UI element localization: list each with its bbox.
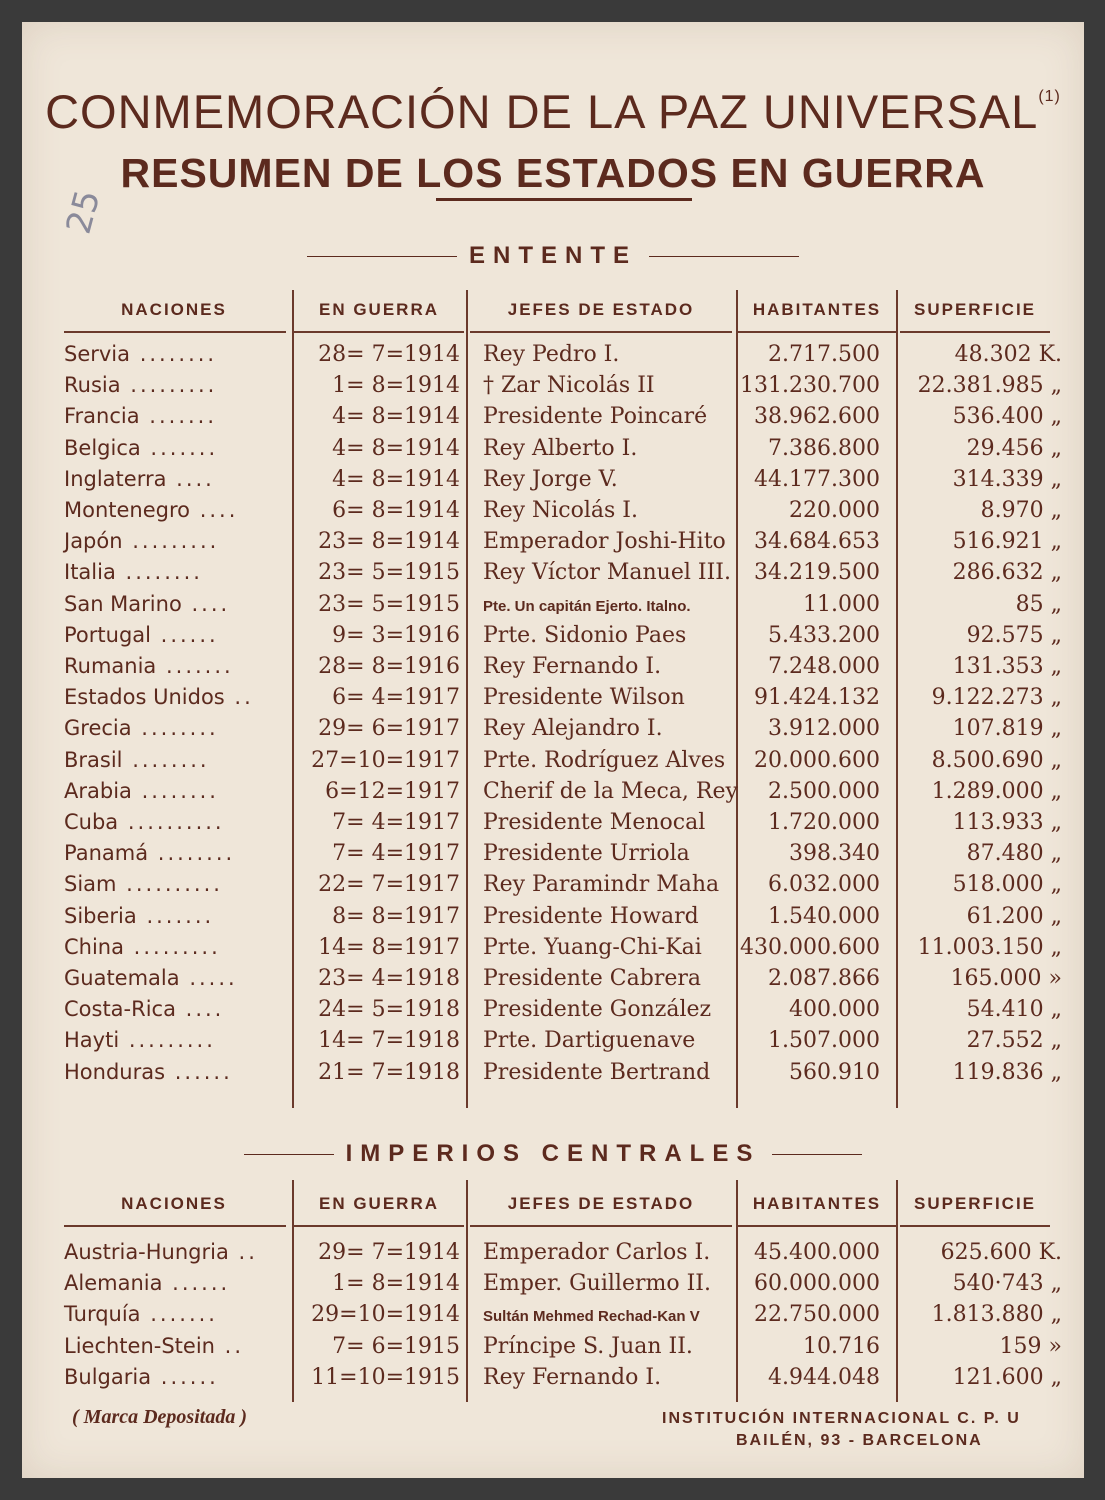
population: 10.716 — [803, 1333, 880, 1359]
area: 29.456 „ — [966, 435, 1062, 461]
table-row — [22, 1271, 1084, 1302]
population: 20.000.600 — [754, 747, 880, 773]
nation-name — [64, 872, 223, 896]
war-date: 9= 3=1916 — [332, 622, 460, 648]
header-underline — [470, 1225, 732, 1227]
population: 2.717.500 — [768, 342, 880, 367]
head-of-state: Rey Pedro I. — [483, 342, 620, 367]
nation-name — [64, 436, 218, 460]
nation-name — [64, 1365, 219, 1389]
column-header-en-guerra: EN GUERRA — [318, 300, 439, 319]
table-row — [22, 1302, 1084, 1333]
nation-name — [64, 716, 219, 740]
head-of-state: † Zar Nicolás II — [483, 373, 655, 399]
column-header-naciones: NACIONES — [121, 300, 227, 319]
column-header-superficie: SUPERFICIE — [913, 300, 1037, 319]
page-title — [22, 84, 1084, 139]
nation-name — [64, 1028, 216, 1052]
area: 1.813.880 „ — [931, 1302, 1062, 1328]
leader-dots: ........ — [122, 747, 210, 772]
nation-name — [64, 841, 235, 865]
column-header-jefes: JEFES DE ESTADO — [507, 1194, 695, 1213]
nation-text: Brasil — [64, 747, 123, 772]
head-of-state: Rey Paramindr Maha — [483, 872, 720, 898]
leader-dots: ..... — [179, 966, 238, 990]
war-date: 23= 4=1918 — [318, 966, 460, 991]
nation-text: Honduras — [64, 1059, 166, 1084]
table-row — [22, 1334, 1084, 1365]
postcard — [22, 22, 1084, 1478]
leader-dots: ...... — [162, 1271, 231, 1296]
nation-text: Belgica — [64, 435, 141, 460]
head-of-state: Emperador Joshi-Hito — [483, 529, 726, 555]
table-row — [22, 872, 1084, 903]
head-of-state: Rey Víctor Manuel III. — [483, 560, 731, 586]
war-date: 6= 8=1914 — [332, 498, 460, 523]
war-date: 1= 8=1914 — [332, 1271, 460, 1297]
table-row — [22, 592, 1084, 623]
nation-text: Italia — [64, 560, 116, 585]
nation-text: Liechten-Stein — [64, 1333, 215, 1358]
table-row — [22, 716, 1084, 747]
title-footnote-mark: (1) — [1038, 88, 1061, 105]
war-date: 21= 7=1918 — [318, 1059, 460, 1085]
table-row — [22, 841, 1084, 872]
leader-dots: ...... — [151, 1364, 219, 1389]
leader-dots: ....... — [140, 435, 219, 460]
nation-name — [64, 467, 215, 491]
table-row — [22, 436, 1084, 467]
leader-dots: ........ — [131, 716, 219, 741]
war-date: 23= 5=1915 — [318, 560, 460, 586]
nation-text: Bulgaria — [64, 1364, 152, 1389]
head-of-state: Prte. Yuang-Chi-Kai — [483, 934, 702, 960]
war-date: 23= 5=1915 — [318, 591, 460, 617]
leader-dots: ......... — [119, 1028, 216, 1053]
table-row — [22, 966, 1084, 997]
header-underline — [64, 331, 286, 333]
area: 61.200 „ — [966, 903, 1062, 929]
leader-dots: .. — [214, 1333, 245, 1358]
population: 5.433.200 — [768, 622, 880, 648]
area: 9.122.273 „ — [931, 685, 1062, 711]
population: 3.912.000 — [768, 716, 880, 742]
nation-text: Costa-Rica — [64, 997, 176, 1022]
war-date: 29=10=1914 — [311, 1302, 460, 1328]
area: 8.500.690 „ — [931, 747, 1062, 773]
head-of-state: Rey Fernando I. — [483, 1364, 662, 1390]
war-date: 14= 7=1918 — [318, 1028, 460, 1054]
population: 34.684.653 — [754, 529, 880, 555]
area: 11.003.150 „ — [917, 934, 1062, 960]
population: 220.000 — [789, 498, 880, 523]
head-of-state: Prte. Dartiguenave — [483, 1028, 696, 1054]
nation-name — [64, 498, 238, 522]
area: 85 „ — [1015, 591, 1062, 617]
head-of-state: Rey Fernando I. — [483, 654, 662, 679]
nation-text: Inglaterra — [64, 466, 167, 491]
header-underline — [738, 1225, 896, 1227]
header-underline — [738, 331, 896, 333]
area: 92.575 „ — [966, 622, 1062, 648]
head-of-state: Sultán Mehmed Rechad-Kan V — [483, 1308, 700, 1326]
nation-name — [64, 623, 219, 647]
war-date: 8= 8=1917 — [332, 903, 460, 929]
head-of-state: Presidente Menocal — [483, 810, 706, 835]
war-date: 6=12=1917 — [325, 778, 460, 804]
leader-dots: ......... — [120, 373, 218, 398]
header-underline — [294, 331, 464, 333]
area: 314.339 „ — [952, 466, 1062, 492]
war-date: 23= 8=1914 — [318, 529, 460, 555]
head-of-state: Presidente Poincaré — [483, 404, 708, 430]
population: 44.177.300 — [754, 466, 880, 492]
nation-name — [64, 904, 214, 928]
nation-text: Siberia — [64, 903, 137, 928]
nation-text: Rusia — [64, 373, 121, 398]
population: 38.962.600 — [754, 404, 880, 430]
leader-dots: ........ — [130, 342, 218, 366]
war-date: 28= 8=1916 — [318, 654, 460, 679]
leader-dots: .... — [175, 997, 225, 1022]
nation-name — [64, 997, 224, 1021]
area: 159 » — [999, 1333, 1062, 1359]
table-row — [22, 373, 1084, 404]
nation-text: Japón — [64, 529, 123, 554]
nation-text: Montenegro — [64, 498, 191, 522]
area: 1.289.000 „ — [931, 778, 1062, 804]
head-of-state: Rey Nicolás I. — [483, 498, 638, 523]
area: 119.836 „ — [952, 1059, 1062, 1085]
table-row — [22, 1060, 1084, 1091]
trademark-note: ( Marca Depositada ) — [72, 1406, 247, 1428]
population: 91.424.132 — [754, 685, 880, 711]
heading-rule-left — [307, 256, 457, 257]
leader-dots: .......... — [118, 810, 225, 834]
column-header-en-guerra: EN GUERRA — [318, 1194, 439, 1213]
area: 113.933 „ — [952, 810, 1062, 835]
war-date: 28= 7=1914 — [318, 342, 460, 367]
nation-text: Servia — [64, 342, 131, 366]
table-row — [22, 904, 1084, 935]
page-subtitle: RESUMEN DE LOS ESTADOS EN GUERRA — [120, 150, 986, 196]
centrales-heading-text: IMPERIOS CENTRALES — [345, 1140, 761, 1167]
war-date: 27=10=1917 — [311, 747, 460, 773]
nation-name — [64, 404, 217, 428]
table-row — [22, 810, 1084, 841]
area: 87.480 „ — [966, 841, 1062, 867]
war-date: 29= 7=1914 — [318, 1240, 460, 1265]
war-date: 7= 6=1915 — [332, 1333, 460, 1359]
nation-name — [64, 779, 219, 803]
war-date: 29= 6=1917 — [318, 716, 460, 742]
nation-text: Grecia — [64, 716, 132, 741]
nation-name — [64, 1302, 218, 1326]
nation-name — [64, 748, 210, 772]
column-header-naciones: NACIONES — [121, 1194, 227, 1213]
centrales-heading — [22, 1140, 1084, 1168]
head-of-state: Prte. Rodríguez Alves — [483, 747, 726, 773]
population: 6.032.000 — [768, 872, 880, 898]
head-of-state: Rey Alejandro I. — [483, 716, 663, 742]
area: 625.600 K. — [940, 1240, 1062, 1265]
table-row — [22, 1240, 1084, 1271]
leader-dots: ......... — [122, 529, 220, 554]
area: 516.921 „ — [952, 529, 1062, 555]
head-of-state: Presidente Urriola — [483, 841, 690, 867]
table-row — [22, 560, 1084, 591]
entente-heading-text: ENTENTE — [468, 242, 637, 269]
area: 540·743 „ — [952, 1271, 1062, 1297]
publisher-block — [662, 1408, 1082, 1452]
nation-name — [64, 373, 217, 397]
column-header-superficie: SUPERFICIE — [913, 1194, 1037, 1213]
leader-dots: ........ — [115, 560, 203, 585]
leader-dots: ....... — [136, 903, 215, 928]
population: 2.087.866 — [768, 966, 880, 991]
head-of-state: Emperador Carlos I. — [483, 1240, 711, 1265]
population: 11.000 — [803, 591, 880, 617]
war-date: 7= 4=1917 — [332, 841, 460, 867]
header-underline — [294, 1225, 464, 1227]
entente-heading — [22, 242, 1084, 270]
war-date: 4= 8=1914 — [332, 404, 460, 430]
head-of-state: Presidente Wilson — [483, 685, 685, 711]
table-row — [22, 623, 1084, 654]
area: 536.400 „ — [952, 404, 1062, 430]
title-divider — [436, 198, 692, 201]
nation-text: Siam — [64, 872, 117, 897]
header-underline — [64, 1225, 286, 1227]
population: 131.230.700 — [740, 373, 880, 399]
nation-text: Cuba — [64, 810, 119, 834]
nation-text: Turquía — [64, 1302, 141, 1327]
population: 560.910 — [789, 1059, 880, 1085]
nation-name — [64, 560, 203, 584]
nation-text: Guatemala — [64, 966, 180, 990]
nation-text: Alemania — [64, 1271, 163, 1296]
head-of-state: Presidente Cabrera — [483, 966, 701, 991]
leader-dots: ........ — [148, 841, 236, 866]
head-of-state: Presidente González — [483, 997, 712, 1023]
leader-dots: .. — [224, 685, 254, 710]
column-header-habitantes: HABITANTES — [752, 1194, 882, 1213]
population: 7.386.800 — [768, 435, 880, 461]
war-date: 4= 8=1914 — [332, 466, 460, 492]
nation-name — [64, 685, 254, 709]
nation-text: China — [64, 934, 124, 959]
war-date: 1= 8=1914 — [332, 373, 460, 399]
leader-dots: .......... — [116, 872, 223, 897]
population: 7.248.000 — [768, 654, 880, 679]
nation-text: Arabia — [64, 778, 132, 803]
leader-dots: ....... — [139, 404, 218, 429]
leader-dots: ...... — [165, 1059, 233, 1084]
header-underline — [900, 331, 1050, 333]
nation-name — [64, 1334, 244, 1358]
table-row — [22, 748, 1084, 779]
head-of-state: Príncipe S. Juan II. — [483, 1333, 693, 1359]
nation-name — [64, 529, 219, 553]
table-row — [22, 342, 1084, 373]
column-header-jefes: JEFES DE ESTADO — [507, 300, 695, 319]
table-row — [22, 935, 1084, 966]
table-row — [22, 1365, 1084, 1396]
nation-name — [64, 1240, 258, 1264]
header-underline — [900, 1225, 1050, 1227]
population: 398.340 — [789, 841, 880, 867]
header-underline — [470, 331, 732, 333]
table-row — [22, 997, 1084, 1028]
head-of-state: Presidente Howard — [483, 903, 699, 929]
publisher-address: BAILÉN, 93 - BARCELONA — [736, 1432, 983, 1449]
nation-text: San Marino — [64, 591, 182, 616]
head-of-state: Emper. Guillermo II. — [483, 1271, 711, 1297]
population: 400.000 — [789, 997, 880, 1023]
head-of-state: Prte. Sidonio Paes — [483, 622, 687, 648]
war-date: 14= 8=1917 — [318, 934, 460, 960]
table-row — [22, 404, 1084, 435]
nation-text: Rumania — [64, 654, 157, 678]
population: 60.000.000 — [754, 1271, 880, 1297]
population: 1.540.000 — [768, 903, 880, 929]
head-of-state: Rey Alberto I. — [483, 435, 638, 461]
column-header-habitantes: HABITANTES — [752, 300, 882, 319]
nation-name — [64, 654, 234, 678]
nation-name — [64, 342, 217, 366]
war-date: 11=10=1915 — [311, 1364, 460, 1390]
population: 1.507.000 — [768, 1028, 880, 1054]
nation-name — [64, 810, 225, 834]
publisher-name: INSTITUCIÓN INTERNACIONAL C. P. U — [662, 1410, 1021, 1427]
area: 131.353 „ — [952, 654, 1062, 679]
table-row — [22, 654, 1084, 685]
nation-name — [64, 592, 230, 616]
table-row — [22, 1028, 1084, 1059]
leader-dots: ....... — [156, 654, 234, 678]
head-of-state: Presidente Bertrand — [483, 1059, 711, 1085]
area: 54.410 „ — [966, 997, 1062, 1023]
war-date: 6= 4=1917 — [332, 685, 460, 711]
nation-text: Austria-Hungria — [64, 1240, 229, 1264]
head-of-state: Cherif de la Meca, Rey — [483, 778, 738, 804]
population: 34.219.500 — [754, 560, 880, 586]
heading-rule-left — [244, 1154, 334, 1155]
heading-rule-right — [772, 1154, 862, 1155]
nation-name — [64, 1271, 230, 1295]
leader-dots: ........ — [131, 778, 219, 803]
table-row — [22, 529, 1084, 560]
nation-text: Estados Unidos — [64, 685, 225, 710]
nation-text: Portugal — [64, 622, 151, 647]
heading-rule-right — [649, 256, 799, 257]
nation-name — [64, 1060, 233, 1084]
head-of-state: Rey Jorge V. — [483, 466, 618, 492]
leader-dots: .... — [181, 591, 231, 616]
title-text: CONMEMORACIÓN DE LA PAZ UNIVERSAL — [45, 85, 1039, 138]
nation-text: Hayti — [64, 1028, 120, 1053]
war-date: 24= 5=1918 — [318, 997, 460, 1023]
area: 8.970 „ — [980, 498, 1062, 523]
area: 48.302 K. — [954, 342, 1062, 367]
leader-dots: ....... — [140, 1302, 218, 1327]
area: 165.000 » — [950, 966, 1062, 991]
leader-dots: .... — [190, 498, 239, 522]
leader-dots: ......... — [124, 934, 221, 959]
nation-text: Panamá — [64, 841, 149, 866]
nation-name — [64, 935, 221, 959]
war-date: 4= 8=1914 — [332, 435, 460, 461]
area: 286.632 „ — [952, 560, 1062, 586]
area: 518.000 „ — [952, 872, 1062, 898]
nation-name — [64, 966, 238, 990]
nation-text: Francia — [64, 404, 140, 429]
table-row — [22, 498, 1084, 529]
area: 121.600 „ — [952, 1364, 1062, 1390]
war-date: 7= 4=1917 — [332, 810, 460, 835]
leader-dots: .... — [166, 466, 215, 491]
area: 107.819 „ — [952, 716, 1062, 742]
head-of-state: Pte. Un capitán Ejerto. Italno. — [483, 597, 691, 615]
population: 2.500.000 — [768, 778, 880, 804]
population: 4.944.048 — [768, 1364, 880, 1390]
leader-dots: ...... — [150, 622, 219, 647]
population: 1.720.000 — [768, 810, 880, 835]
area: 27.552 „ — [966, 1028, 1062, 1054]
population: 22.750.000 — [754, 1302, 880, 1328]
war-date: 22= 7=1917 — [318, 872, 460, 898]
leader-dots: .. — [228, 1240, 258, 1264]
pencil-annotation: 25 — [58, 185, 109, 239]
table-row — [22, 779, 1084, 810]
table-row — [22, 467, 1084, 498]
table-row — [22, 685, 1084, 716]
population: 430.000.600 — [740, 934, 880, 960]
population: 45.400.000 — [754, 1240, 880, 1265]
area: 22.381.985 „ — [917, 373, 1062, 399]
